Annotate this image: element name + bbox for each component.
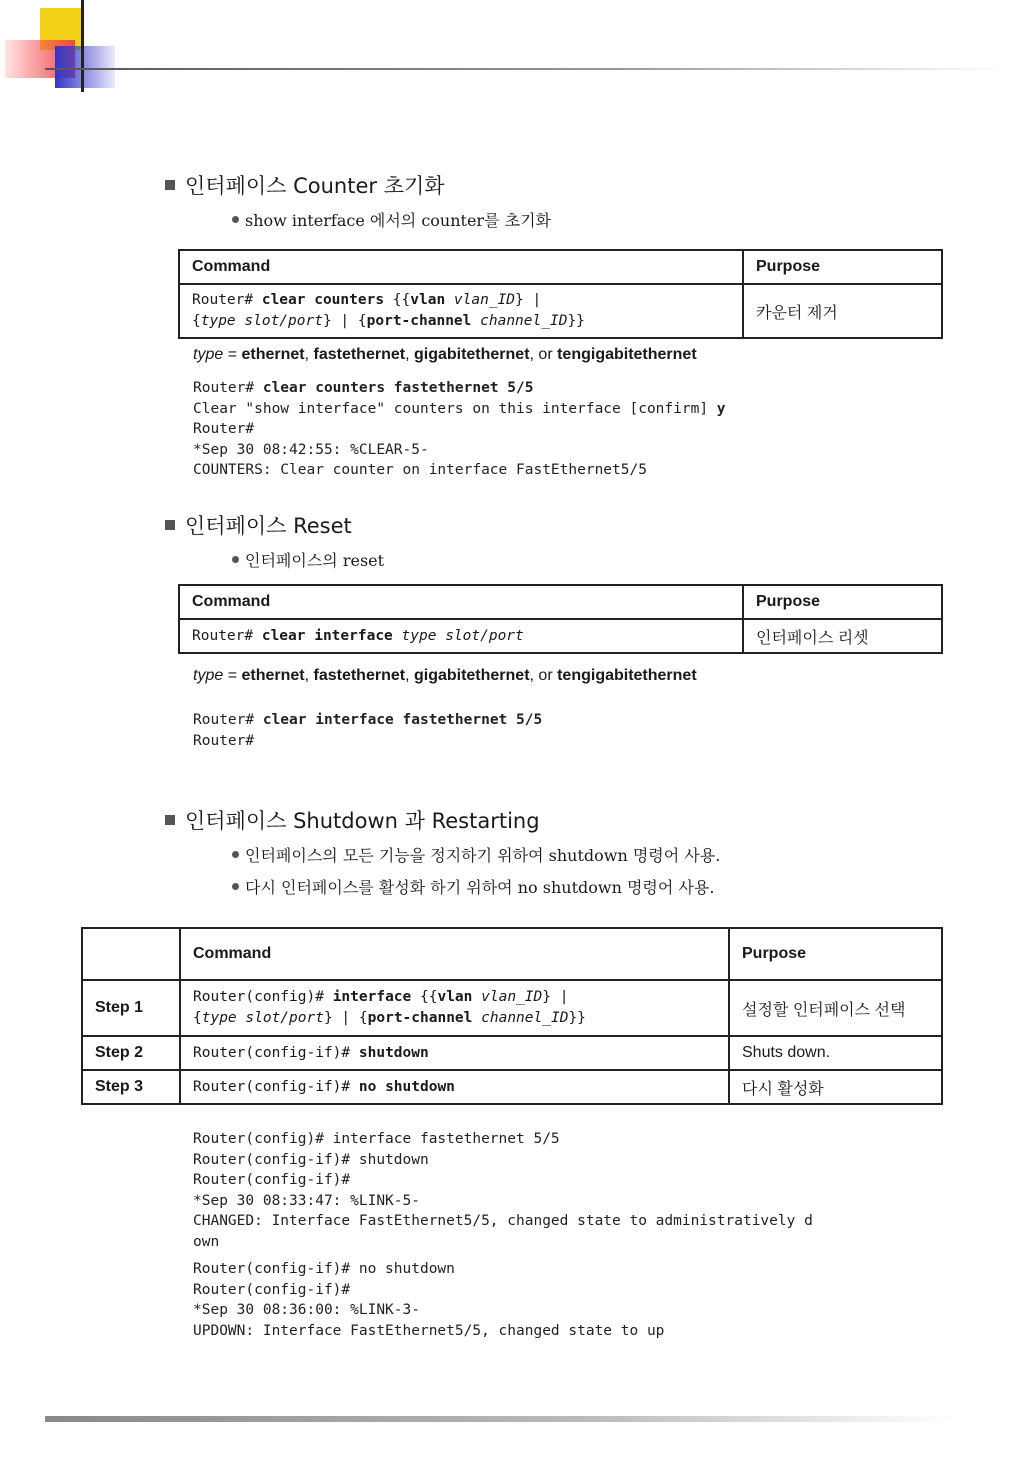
purpose-cell: 카운터 제거: [743, 284, 942, 338]
logo-vertical-line: [81, 0, 84, 92]
logo-blue-bar: [55, 46, 115, 88]
col-header-command: Command: [180, 928, 729, 980]
no-shutdown-example-code: Router(config-if)# no shutdown Router(config-if)# *Sep 30 08:36:00: %LINK-3- UPDOWN: Interface FastEthernet5/5, changed state to up: [193, 1261, 665, 1339]
footer-rule: [45, 1416, 955, 1422]
step-header-empty: [82, 928, 180, 980]
type-options-line: type = ethernet, fastethernet, gigabitethernet, or tengigabitethernet: [193, 346, 697, 363]
command-cell: Router# clear counters {{vlan vlan_ID} | {type slot/port} | {port-channel channel_ID}}: [179, 284, 743, 338]
step-1-command: Router(config)# interface {{vlan vlan_ID} | {type slot/port} | {port-channel channel_ID}}: [180, 980, 729, 1036]
section3-heading: 인터페이스 Shutdown 과 Restarting: [165, 805, 540, 835]
round-bullet-icon: [232, 851, 239, 858]
reset-example-code: Router# clear interface fastethernet 5/5 Router#: [193, 712, 543, 749]
shutdown-command-table: [81, 927, 943, 1105]
section1-heading: 인터페이스 Counter 초기화: [165, 170, 445, 200]
round-bullet-icon: [232, 556, 239, 563]
col-header-purpose: Purpose: [743, 250, 942, 284]
step-2-purpose: Shuts down.: [729, 1036, 942, 1070]
square-bullet-icon: [165, 180, 175, 190]
section3-bullet-1: 인터페이스의 모든 기능을 정지하기 위하여 shutdown 명령어 사용.: [232, 843, 720, 866]
step-2-label: Step 2: [82, 1036, 180, 1070]
section2-bullet: 인터페이스의 reset: [232, 548, 384, 571]
step-3-command: Router(config-if)# no shutdown: [180, 1070, 729, 1104]
round-bullet-icon: [232, 883, 239, 890]
col-header-command: Command: [179, 585, 743, 619]
counter-example-code: Router# clear counters fastethernet 5/5 Clear "show interface" counters on this interface [confirm] y Router# *Sep 30 08:42:55: %CLEAR-5- COUNTERS: Clear counter on interface FastEthernet5/5: [193, 380, 726, 478]
section2-heading: 인터페이스 Reset: [165, 510, 352, 540]
counter-command-table: [178, 249, 943, 339]
section3-bullet-2: 다시 인터페이스를 활성화 하기 위하여 no shutdown 명령어 사용.: [232, 875, 714, 898]
square-bullet-icon: [165, 520, 175, 530]
command-cell: Router# clear interface type slot/port: [179, 619, 743, 653]
step-1-label: Step 1: [82, 980, 180, 1036]
col-header-purpose: Purpose: [729, 928, 942, 980]
reset-command-table: [178, 584, 943, 654]
purpose-cell: 인터페이스 리셋: [743, 619, 942, 653]
col-header-command: Command: [179, 250, 743, 284]
square-bullet-icon: [165, 815, 175, 825]
col-header-purpose: Purpose: [743, 585, 942, 619]
round-bullet-icon: [232, 216, 239, 223]
section1-bullet: show interface 에서의 counter를 초기화: [232, 208, 551, 231]
header-rule: [45, 68, 1005, 70]
step-3-purpose: 다시 활성화: [729, 1070, 942, 1104]
step-1-purpose: 설정할 인터페이스 선택: [729, 980, 942, 1036]
shutdown-example-code: Router(config)# interface fastethernet 5/5 Router(config-if)# shutdown Router(config-if)# *Sep 30 08:33:47: %LINK-5- CHANGED: Interface FastEthernet5/5, changed state to administratively d own: [193, 1131, 813, 1250]
step-3-label: Step 3: [82, 1070, 180, 1104]
step-2-command: Router(config-if)# shutdown: [180, 1036, 729, 1070]
type-options-line: type = ethernet, fastethernet, gigabitethernet, or tengigabitethernet: [193, 667, 697, 684]
